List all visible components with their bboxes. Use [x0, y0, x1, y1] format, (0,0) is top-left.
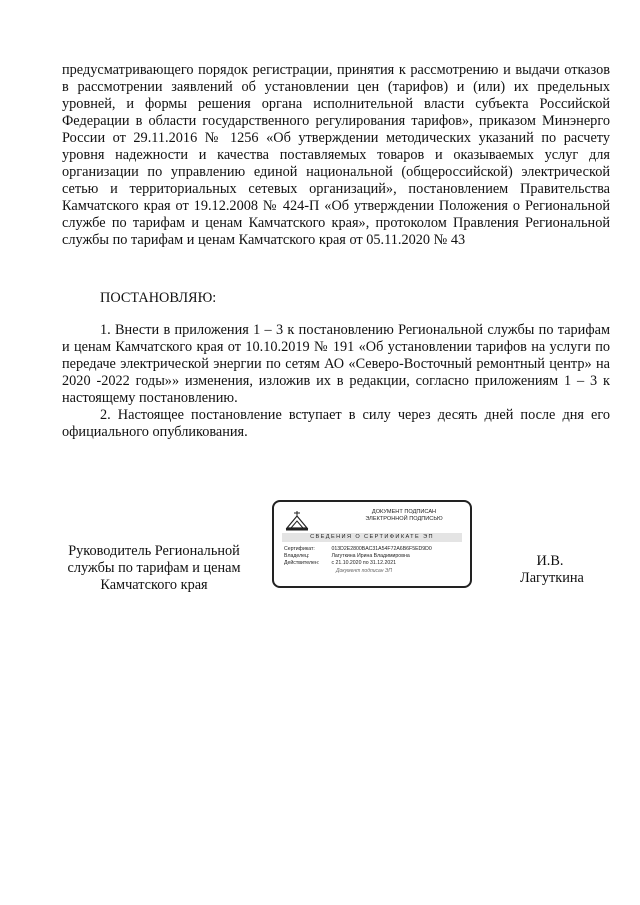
cert-value: 013D2E2800BAC31A54F72A6B6F5ED9D0	[331, 546, 432, 552]
stamp-footer: Документ подписан ЭП	[335, 568, 393, 574]
valid-value: с 21.10.2020 по 31.12.2021	[331, 560, 396, 566]
coat-of-arms-icon	[284, 508, 310, 532]
item-1: 1. Внести в приложения 1 – 3 к постановлению Региональной службы по тарифам и ценам Камчатского края от 10.10.2019 № 191 «Об установлении тарифов на услуги по передаче электрической энергии по сетям АО «Северо-Восточный ремонтный центр» на 2020 -2022 годы»» изменения, изложив их в редакции, согласно приложениям 1 – 3 к настоящему постановлению.	[62, 322, 610, 406]
digital-signature-stamp	[272, 500, 472, 588]
stamp-certificate-header: СВЕДЕНИЯ О СЕРТИФИКАТЕ ЭП	[282, 533, 462, 542]
stamp-validity-row	[284, 560, 396, 567]
intro-paragraph	[62, 62, 610, 249]
position-line-3: Камчатского края	[100, 577, 208, 593]
stamp-title-line-2: ЭЛЕКТРОННОЙ ПОДПИСЬЮ	[365, 516, 443, 522]
signatory-position	[58, 543, 250, 594]
position-line-2: службы по тарифам и ценам	[67, 560, 241, 576]
valid-label: Действителен:	[284, 560, 320, 566]
stamp-title	[344, 509, 464, 523]
name-initials: И.В.	[536, 553, 564, 569]
decree-items	[62, 322, 610, 441]
owner-label: Владелец:	[284, 553, 310, 559]
stamp-certificate-row	[284, 546, 432, 553]
stamp-owner-row	[284, 553, 410, 560]
stamp-title-line-1: ДОКУМЕНТ ПОДПИСАН	[371, 509, 437, 515]
signatory-name	[520, 553, 584, 587]
decree-heading: ПОСТАНОВЛЯЮ:	[100, 290, 217, 306]
item-2: 2. Настоящее постановление вступает в силу через десять дней после дня его официального опубликования.	[62, 407, 610, 440]
intro-text: предусматривающего порядок регистрации, принятия к рассмотрению и выдачи отказов в рассмотрении заявлений об установлении цен (тарифов) и (или) их предельных уровней, и формы решения органа исполнительной власти субъекта Российской Федерации в области государственного регулирования тарифов», приказом Минэнерго России от 29.11.2016 № 1256 «Об утверждении методических указаний по расчету уровня надежности и качества поставляемых товаров и оказываемых услуг для организации по управлению единой национальной (общероссийской) электрической сетью и территориальных сетевых организаций», постановлением Правительства Камчатского края от 19.12.2008 № 424-П «Об утверждении Положения о Региональной службе по тарифам и ценам Камчатского края», протоколом Правления Региональной службы по тарифам и ценам Камчатского края от 05.11.2020 № 43	[62, 62, 610, 248]
name-surname: Лагуткина	[520, 570, 584, 586]
position-line-1: Руководитель Региональной	[68, 543, 240, 559]
owner-value: Лагуткина Ирина Владимировна	[331, 553, 410, 559]
cert-label: Сертификат:	[284, 546, 315, 552]
